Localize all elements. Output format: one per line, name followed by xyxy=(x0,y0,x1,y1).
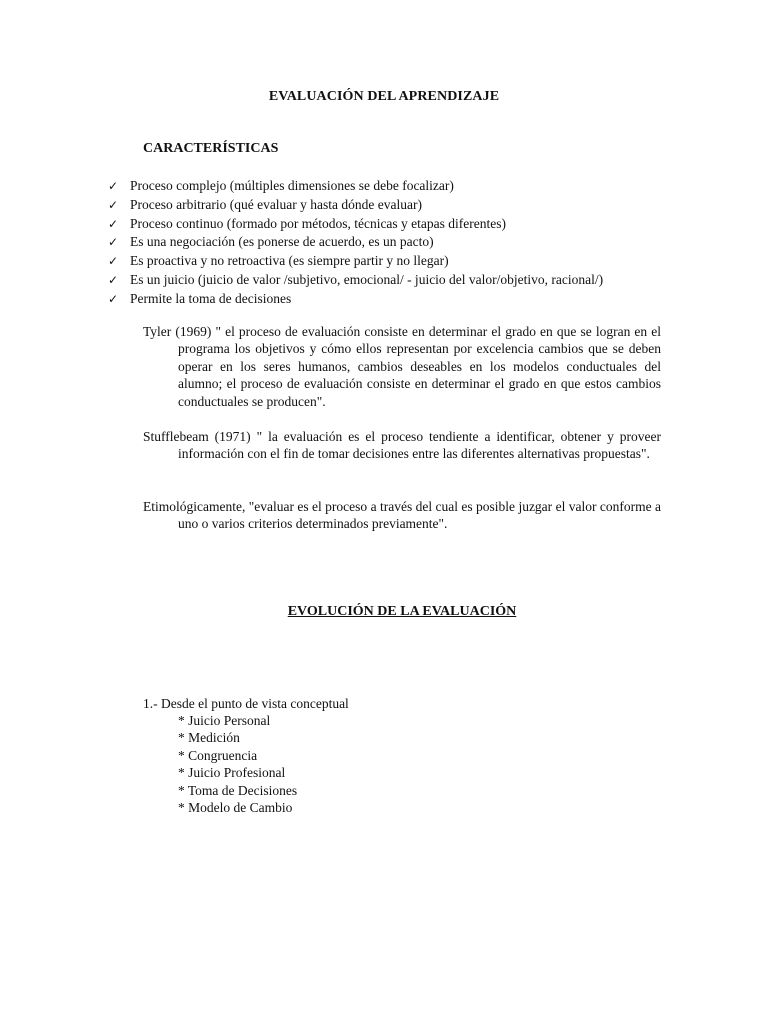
checkmark-icon: ✓ xyxy=(108,197,119,212)
checkmark-icon: ✓ xyxy=(108,272,119,287)
etymology-definition: Etimológicamente, "evaluar es el proceso a través del cual es posible juzgar el valor conforme a uno o varios criterios determinados previamente". xyxy=(143,499,661,532)
list-item-text: Permite la toma de decisiones xyxy=(130,290,292,306)
characteristics-list xyxy=(108,177,668,309)
list-item xyxy=(108,196,668,215)
list-item: * Toma de Decisiones xyxy=(178,782,298,798)
list-item-text: Proceso complejo (múltiples dimensiones se debe focalizar) xyxy=(130,178,454,193)
tyler-definition: Tyler (1969) " el proceso de evaluación consiste en determinar el grado en que se logran en el programa los objetivos y cómo ellos representan por excelencia cambios que se deben operar en los seres humanos, cambios deseables en los modelos conductuales del alumno; el proceso de evaluación consiste en determinar el grado en que estos cambios conductuales se producen". xyxy=(143,324,661,409)
list-item-text: Es proactiva y no retroactiva (es siempre partir y no llegar) xyxy=(130,253,449,269)
list-item: * Congruencia xyxy=(178,747,258,763)
evolution-section-title: EVOLUCIÓN DE LA EVALUACIÓN xyxy=(287,604,517,619)
conceptual-list-heading: 1.- Desde el punto de vista conceptual xyxy=(143,696,349,711)
list-item-text: Es una negociación (es ponerse de acuerdo, es un pacto) xyxy=(130,234,434,250)
list-item xyxy=(108,177,668,196)
characteristics-heading: CARACTERÍSTICAS xyxy=(143,141,279,156)
checkmark-icon: ✓ xyxy=(108,235,119,250)
stufflebeam-definition: Stufflebeam (1971) " la evaluación es el proceso tendiente a identificar, obtener y proveer información con el fin de tomar decisiones entre las diferentes alternativas propuestas". xyxy=(143,429,661,462)
list-item xyxy=(108,290,668,309)
list-item xyxy=(108,233,668,252)
checkmark-icon: ✓ xyxy=(108,254,119,269)
list-item: * Juicio Personal xyxy=(178,713,271,728)
checkmark-icon: ✓ xyxy=(108,179,119,193)
list-item: * Modelo de Cambio xyxy=(178,799,293,815)
document-title: EVALUACIÓN DEL APRENDIZAJE xyxy=(268,89,500,104)
checkmark-icon: ✓ xyxy=(108,216,119,231)
list-item xyxy=(108,252,668,271)
list-item xyxy=(108,215,668,234)
list-item xyxy=(108,271,668,290)
list-item-text: Es un juicio (juicio de valor /subjetivo, emocional/ - juicio del valor/objetivo, racional/) xyxy=(130,271,604,287)
conceptual-list xyxy=(178,712,297,816)
list-item-text: Proceso arbitrario (qué evaluar y hasta dónde evaluar) xyxy=(130,196,422,212)
list-item: * Juicio Profesional xyxy=(178,765,286,781)
checkmark-icon: ✓ xyxy=(108,291,119,306)
list-item: * Medición xyxy=(178,730,240,746)
list-item-text: Proceso continuo (formado por métodos, técnicas y etapas diferentes) xyxy=(130,215,507,231)
